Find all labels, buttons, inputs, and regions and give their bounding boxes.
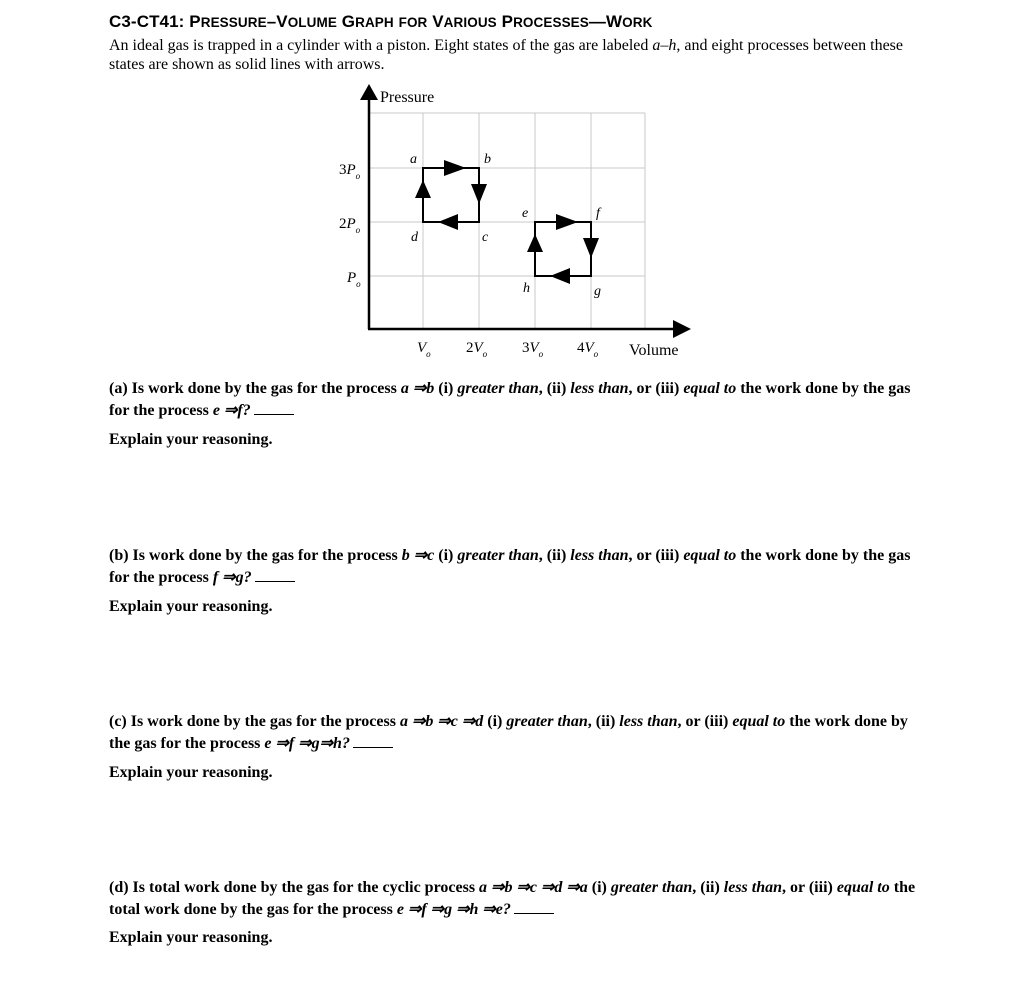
state-label-h: h bbox=[523, 281, 530, 296]
intro-paragraph: An ideal gas is trapped in a cylinder with a piston. Eight states of the gas are labeled a–h, and eight processes between these states are shown as solid lines with arrows. bbox=[109, 37, 903, 73]
worksheet-title-text: PRESSURE–VOLUME GRAPH FOR VARIOUS PROCESSES—WORK bbox=[189, 12, 653, 31]
y-tick-2po: $2P_o$ bbox=[339, 216, 361, 235]
arrow-h-to-e bbox=[527, 234, 543, 252]
x-tick-vo: $V_o$ bbox=[417, 340, 431, 359]
y-axis-label: Pressure bbox=[380, 89, 435, 106]
explain-prompt-a: Explain your reasoning. bbox=[109, 431, 273, 448]
state-label-a: a bbox=[410, 152, 417, 167]
graph-grid bbox=[369, 113, 645, 329]
y-tick-3po: $3P_o$ bbox=[339, 162, 361, 181]
answer-blank-a[interactable] bbox=[254, 401, 294, 415]
state-label-e: e bbox=[522, 206, 529, 221]
question-b: (b) Is work done by the gas for the process b ⇒c (i) greater than, (ii) less than, or (iii) equal to the work done by the gas for the process f ⇒g? bbox=[109, 547, 911, 586]
state-label-d: d bbox=[411, 230, 418, 245]
arrow-b-to-c bbox=[471, 184, 487, 204]
x-tick-3vo: $3V_o$ bbox=[522, 340, 544, 359]
question-d: (d) Is total work done by the gas for the cyclic process a ⇒b ⇒c ⇒d ⇒a (i) greater than, (ii) less than, or (iii) equal to the total work done by the gas for the process e ⇒f ⇒g ⇒h ⇒e? bbox=[109, 879, 916, 918]
question-a: (a) Is work done by the gas for the process a ⇒b (i) greater than, (ii) less than, or (iii) equal to the work done by the gas for the process e ⇒f? bbox=[109, 380, 911, 419]
x-tick-4vo: $4V_o$ bbox=[577, 340, 599, 359]
explain-prompt-c: Explain your reasoning. bbox=[109, 764, 273, 781]
worksheet-code: C3-CT41: bbox=[109, 12, 185, 31]
arrow-f-to-g bbox=[583, 238, 599, 258]
cycle-efgh bbox=[527, 214, 599, 284]
x-tick-2vo: $2V_o$ bbox=[466, 340, 488, 359]
answer-blank-d[interactable] bbox=[514, 900, 554, 914]
arrow-c-to-d bbox=[438, 214, 458, 230]
x-axis bbox=[368, 320, 691, 338]
state-label-g: g bbox=[594, 284, 601, 299]
arrow-d-to-a bbox=[415, 180, 431, 198]
explain-prompt-b: Explain your reasoning. bbox=[109, 598, 273, 615]
answer-blank-c[interactable] bbox=[353, 734, 393, 748]
y-tick-po: $P_o$ bbox=[347, 270, 361, 289]
pv-graph bbox=[0, 0, 1024, 380]
arrow-e-to-f bbox=[556, 214, 578, 230]
arrow-g-to-h bbox=[550, 268, 570, 284]
state-label-b: b bbox=[484, 152, 491, 167]
arrow-a-to-b bbox=[444, 160, 466, 176]
answer-blank-b[interactable] bbox=[255, 568, 295, 582]
question-c: (c) Is work done by the gas for the process a ⇒b ⇒c ⇒d (i) greater than, (ii) less than, or (iii) equal to the work done by the gas for the process e ⇒f ⇒g⇒h? bbox=[109, 713, 908, 752]
state-label-c: c bbox=[482, 230, 489, 245]
state-label-f: f bbox=[596, 206, 600, 221]
x-axis-label: Volume bbox=[629, 342, 679, 359]
cycle-abcd bbox=[415, 160, 487, 230]
y-axis bbox=[360, 84, 378, 329]
explain-prompt-d: Explain your reasoning. bbox=[109, 929, 273, 946]
